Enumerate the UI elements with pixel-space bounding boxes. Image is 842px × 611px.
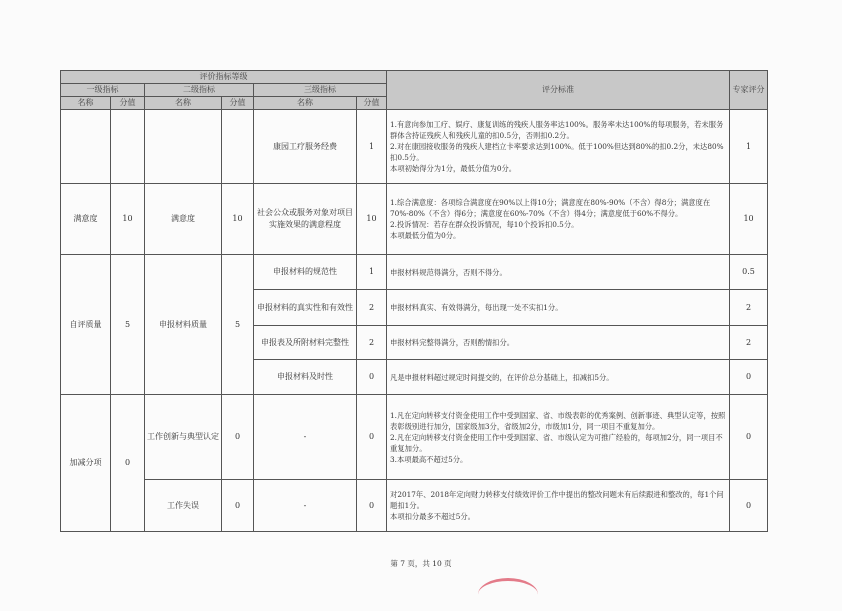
- l3-score: 2: [357, 326, 387, 360]
- table-row: [61, 255, 768, 290]
- header-name: 名称: [254, 97, 357, 110]
- l2-name: 工作失误: [145, 480, 222, 532]
- l2-name: 满意度: [145, 184, 222, 255]
- header-group: 评价指标等级: [61, 71, 387, 84]
- criteria-text: 凡是申报材料超过规定时间提交的，在评价总分基础上，扣减扣5分。: [387, 360, 730, 395]
- l3-name: 申报表及所附材料完整性: [254, 326, 357, 360]
- criteria-text: 对2017年、2018年定向财力转移支付绩效评价工作中提出的整改问题未有后续跟进和整改的，每1个问题扣1分。 本项扣分最多不超过5分。: [387, 480, 730, 532]
- table-row: [61, 184, 768, 255]
- l3-name: 申报材料及时性: [254, 360, 357, 395]
- header-score: 分值: [222, 97, 254, 110]
- l2-score: 0: [222, 395, 254, 480]
- l1-score: 5: [111, 255, 145, 395]
- criteria-text: 1.有意向参加工疗、娱疗、康复训练的残疾人服务率达100%。服务率未达100%的每项服务，若未服务群体含持证残疾人和残疾儿童的扣0.5分，否则扣0.2分。 2.对在康园接收服务的残疾人建档立卡率要求达到100%。低于100%但达到80%的扣0.2分，未达80%扣0.5分。 本项初始得分为1分，最低分值为0分。: [387, 110, 730, 184]
- header-level1: 一级指标: [61, 84, 145, 97]
- expert-score: 2: [730, 326, 768, 360]
- l3-name: 社会公众或服务对象对项目实施效果的满意程度: [254, 184, 357, 255]
- header-level2: 二级指标: [145, 84, 254, 97]
- l2-score: 0: [222, 480, 254, 532]
- expert-score: 0: [730, 480, 768, 532]
- evaluation-table: [60, 70, 768, 532]
- expert-score: 2: [730, 290, 768, 326]
- l3-score: 2: [357, 290, 387, 326]
- l3-score: 1: [357, 110, 387, 184]
- expert-score: 0: [730, 360, 768, 395]
- header-score: 分值: [357, 97, 387, 110]
- l3-score: 10: [357, 184, 387, 255]
- l3-score: 0: [357, 395, 387, 480]
- l1-score: 0: [111, 395, 145, 532]
- l2-name: 申报材料质量: [145, 255, 222, 395]
- table-row: [61, 480, 768, 532]
- criteria-text: 申报材料规范得满分，否则不得分。: [387, 255, 730, 290]
- criteria-text: 1.综合满意度：各项综合满意度在90%以上得10分；满意度在80%-90%（不含）得8分；满意度在70%-80%（不含）得6分；满意度在60%-70%（不含）得4分；满意度低于60%不得分。 2.投诉情况：若存在群众投诉情况，每10个投诉扣0.5分。 本项最低分值为0分。: [387, 184, 730, 255]
- l3-name: -: [254, 480, 357, 532]
- l3-score: 0: [357, 480, 387, 532]
- expert-score: 10: [730, 184, 768, 255]
- expert-score: 0.5: [730, 255, 768, 290]
- l3-name: 康园工疗服务经费: [254, 110, 357, 184]
- l1-name: 加减分项: [61, 395, 111, 532]
- header-criteria: 评分标准: [387, 71, 730, 110]
- header-name: 名称: [145, 97, 222, 110]
- header-name: 名称: [61, 97, 111, 110]
- l2-score: 5: [222, 255, 254, 395]
- l3-name: 申报材料的规范性: [254, 255, 357, 290]
- l3-name: -: [254, 395, 357, 480]
- l2-score: 10: [222, 184, 254, 255]
- header-score: 分值: [111, 97, 145, 110]
- criteria-text: 申报材料真实、有效得满分，每出现一处不实扣1分。: [387, 290, 730, 326]
- page-number: 第 7 页，共 10 页: [390, 559, 452, 568]
- l2-name: 工作创新与典型认定: [145, 395, 222, 480]
- table-row: [61, 110, 768, 184]
- criteria-text: 1.凡在定向转移支付资金使用工作中受到国家、省、市级表彰的优秀案例、创新事迹、典型认定等，按照表彰级别进行加分，国家级加3分，省级加2分，市级加1分，同一项目不重复加分。 2.凡在定向转移支付资金使用工作中受到国家、省、市级认定为可推广经验的，每项加2分，同一项目不重复加分。 3.本项最高不超过5分。: [387, 395, 730, 480]
- header-expert: 专家评分: [730, 71, 768, 110]
- expert-score: 1: [730, 110, 768, 184]
- expert-score: 0: [730, 395, 768, 480]
- l3-name: 申报材料的真实性和有效性: [254, 290, 357, 326]
- l1-name: 自评质量: [61, 255, 111, 395]
- header-level3: 三级指标: [254, 84, 387, 97]
- l1-score: 10: [111, 184, 145, 255]
- table-row: [61, 395, 768, 480]
- criteria-text: 申报材料完整得满分，否则酌情扣分。: [387, 326, 730, 360]
- l3-score: 1: [357, 255, 387, 290]
- l3-score: 0: [357, 360, 387, 395]
- l1-name: 满意度: [61, 184, 111, 255]
